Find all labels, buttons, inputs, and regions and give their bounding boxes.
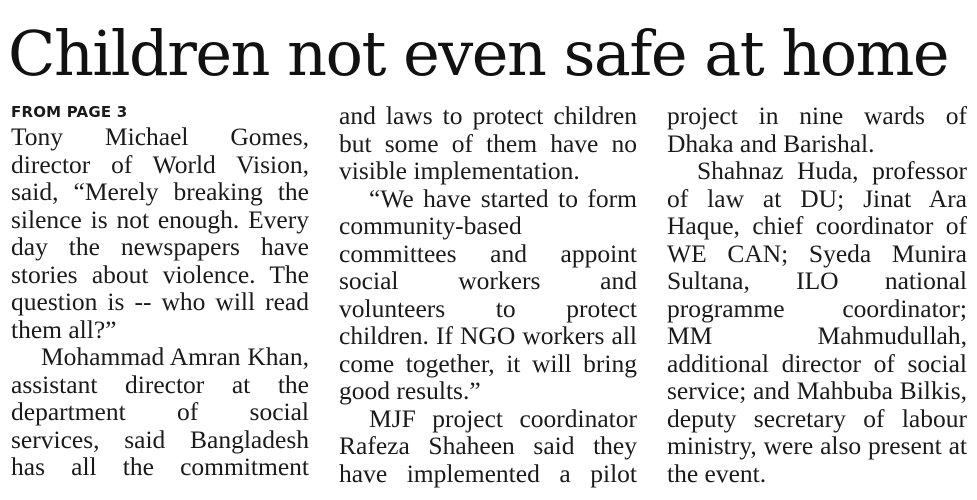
paragraph: Mohammad Amran Khan, assistant director at the department of social services, said Bangladesh has all the commitment xyxy=(11,342,309,481)
paragraph: “We have started to form community-based committees and appoint social workers and volunteers to protect children. If NGO workers all come together, it will bring good results.” xyxy=(339,183,637,405)
paragraph: project in nine wards of Dhaka and Barishal. xyxy=(667,101,967,158)
paragraph: MJF project coordinator Rafeza Shaheen said they have implemented a pilot xyxy=(339,403,637,488)
continued-from-label: FROM PAGE 3 xyxy=(11,103,128,121)
article-column-3 xyxy=(667,102,967,487)
article-column-1 xyxy=(11,102,309,481)
paragraph: Shahnaz Huda, professor of law at DU; Jinat Ara Haque, chief coordinator of WE CAN; Syeda Munira Sultana, ILO national programme coordinator; MM Mahmudullah, additional director of social service; and Mahbuba Bilkis, deputy secretary of labour ministry, were also present at the event. xyxy=(667,156,967,488)
paragraph: and laws to protect children but some of them have no visible implementation. xyxy=(339,101,637,185)
article-column-2 xyxy=(339,102,637,487)
paragraph: Tony Michael Gomes, director of World Vision, said, “Merely breaking the silence is not enough. Every day the newspapers have stories about violence. The question is -- who will read them all?” xyxy=(11,122,309,344)
headline: Children not even safe at home xyxy=(8,17,949,90)
